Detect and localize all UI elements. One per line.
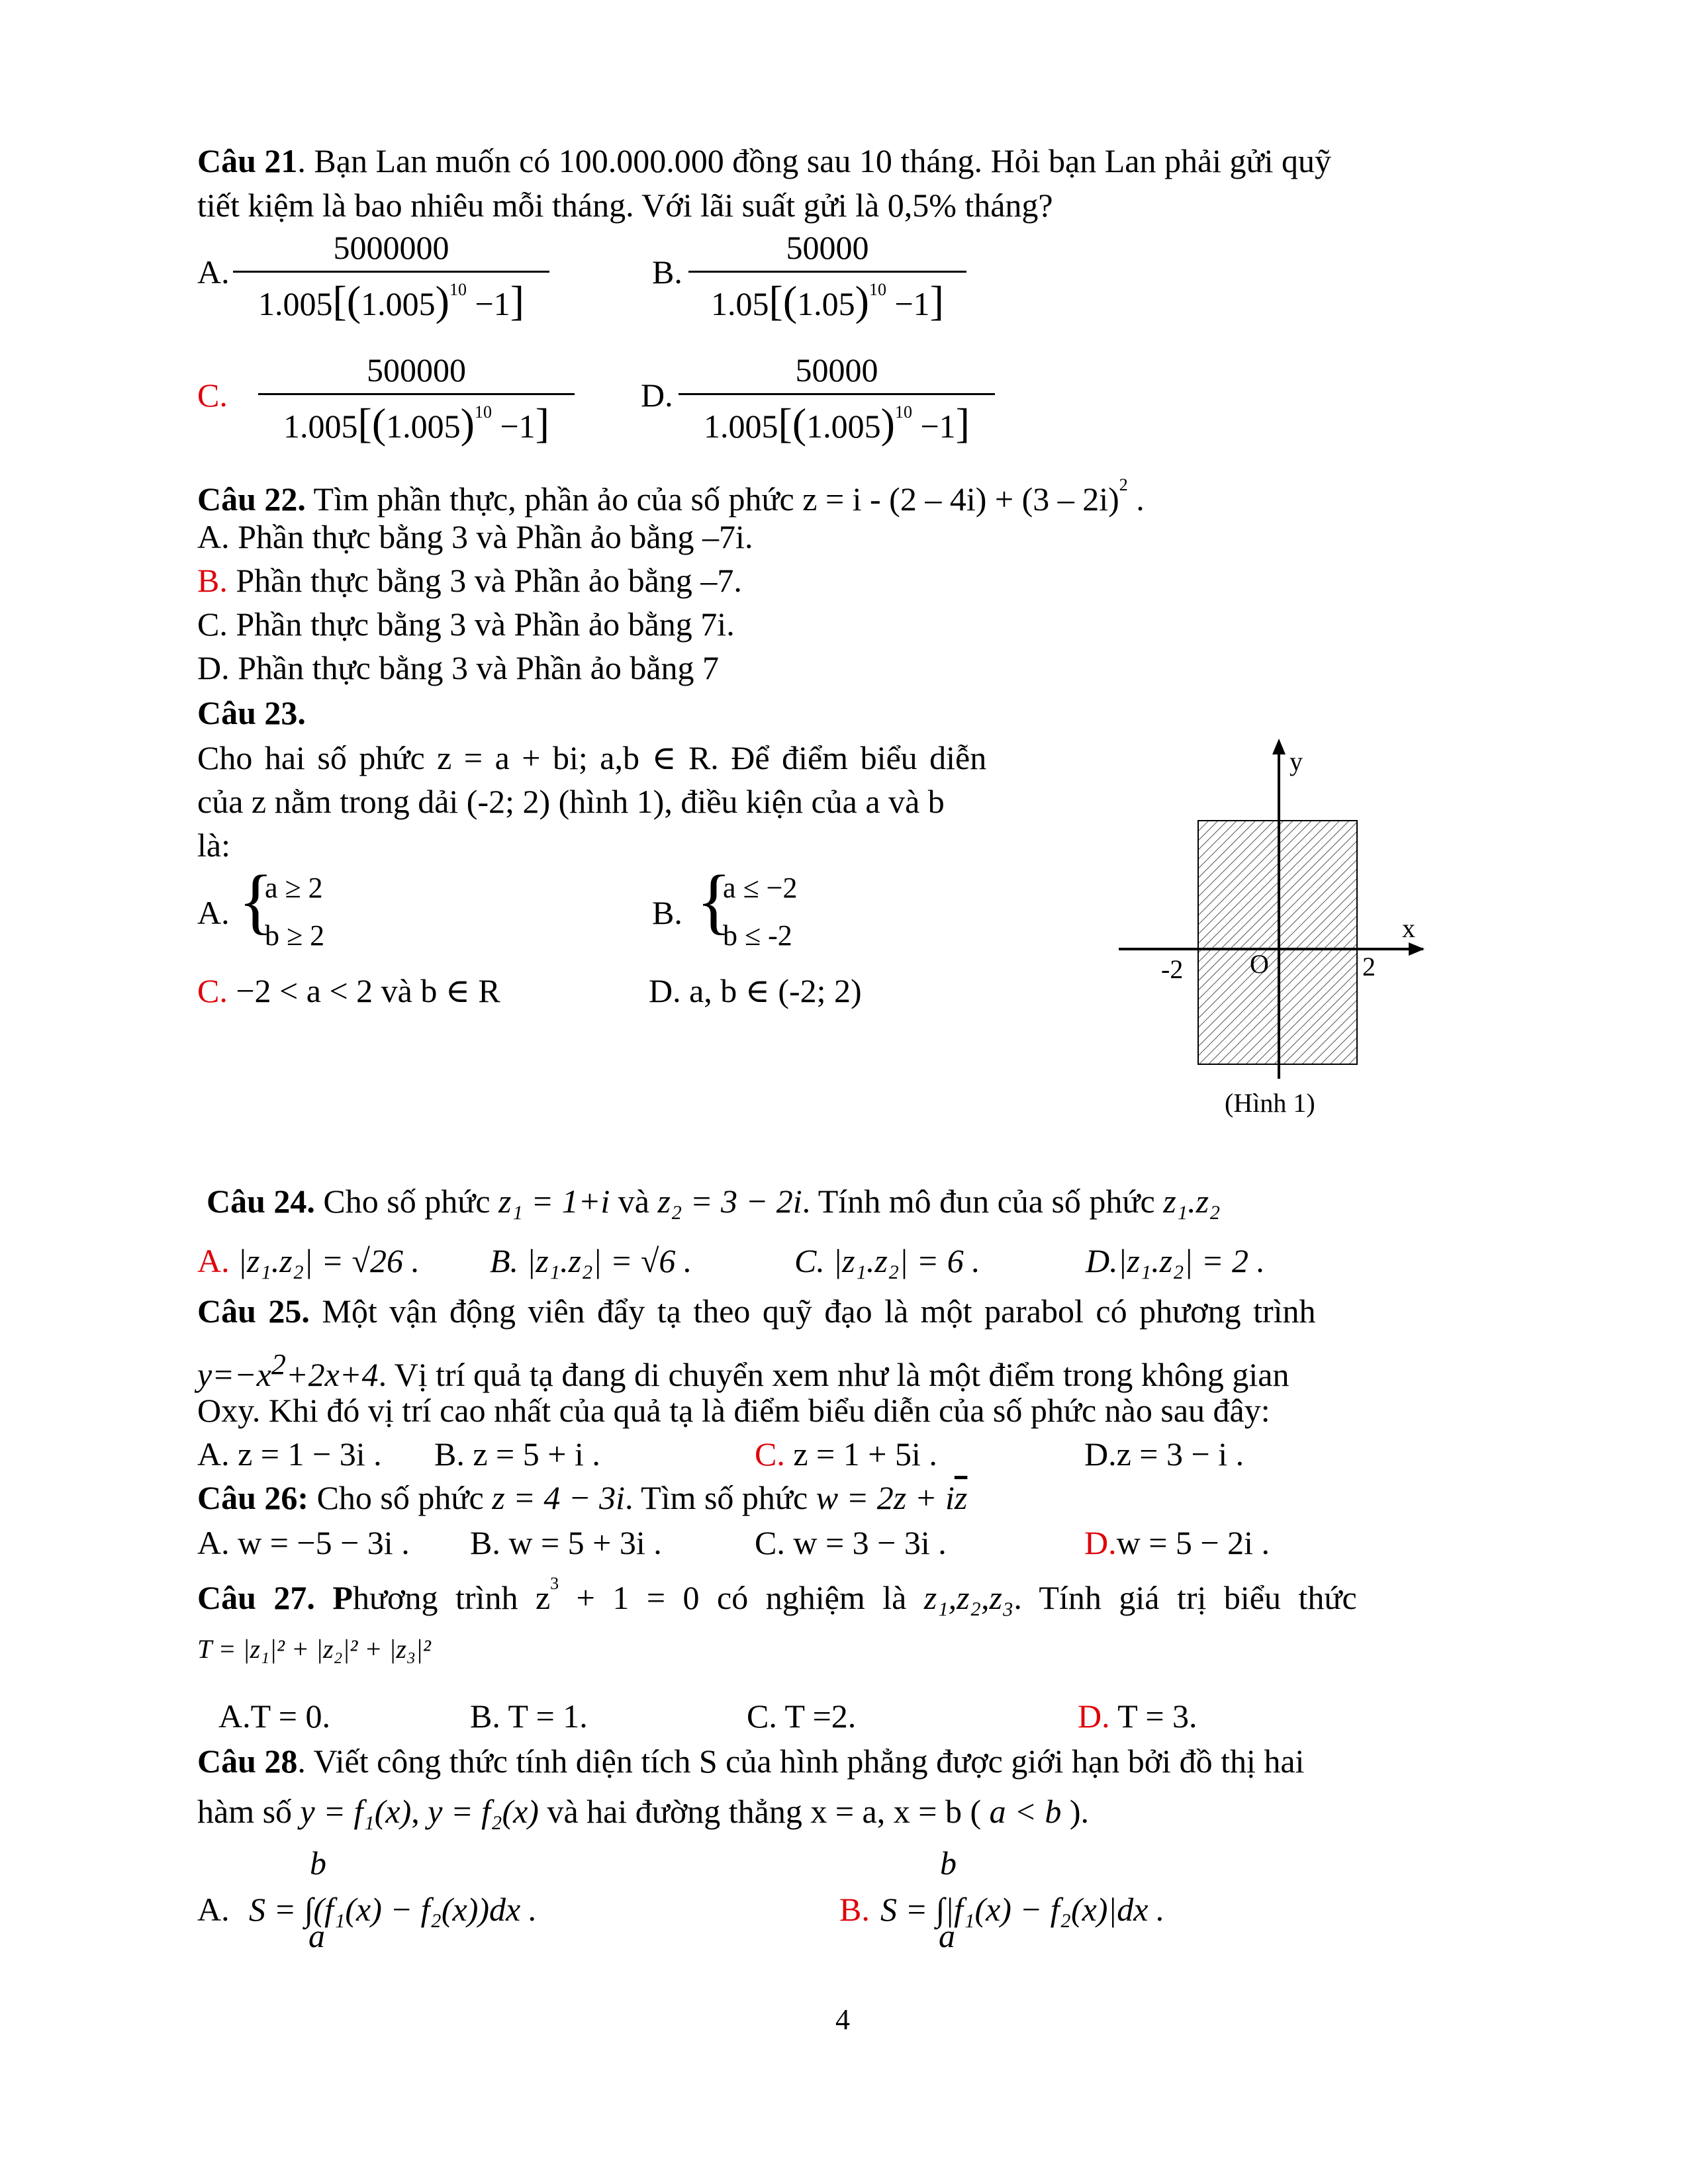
q28-option-b-lower: a [939, 1917, 955, 1954]
q23-figure-origin: O [1250, 949, 1269, 979]
q24-option-d: D.|z₁.z₂| = 2 . [1086, 1242, 1266, 1279]
q28-label: Câu 28 [197, 1743, 298, 1780]
q24-option-a: A. |z₁.z₂| = √26 . [197, 1242, 420, 1279]
q25-line2: $y=-x^2+2x+4$. Vị trí quả tạ đang di chuyển xem như là một điểm trong không gian [197, 1348, 1289, 1393]
q28-option-b-upper: b [940, 1844, 957, 1882]
q27-stem: Câu 27. Phương trình $z^3 + 1 = 0$ có nghiệm là z₁,z₂,z₃. Tính giá trị biểu thức [197, 1574, 1357, 1616]
q21-text1: . Bạn Lan muốn có 100.000.000 đồng sau 10 tháng. Hỏi bạn Lan phải gửi quỹ [297, 142, 1332, 179]
q23-figure-caption: (Hình 1) [1225, 1088, 1315, 1118]
q24-z1: z₁ = 1+i [498, 1183, 610, 1220]
q27-option-c: C. T =2. [747, 1698, 857, 1735]
q21-option-a-numerator: 5000000 [233, 228, 549, 273]
q27-option-b: B. T = 1. [470, 1698, 588, 1735]
q23-figure-left-tick: -2 [1161, 954, 1184, 984]
q23-option-a-row1: a ≥ 2 [265, 872, 323, 904]
q22-option-b: B. Phần thực bằng 3 và Phần ảo bằng –7. [197, 562, 742, 599]
q23-line3: là: [197, 827, 230, 864]
q23-option-a-letter: A. [197, 894, 230, 931]
q26-option-d-letter: D. [1084, 1524, 1117, 1561]
q23-label: Câu 23. [197, 694, 306, 731]
q25-equation: $y=-x^2+2x+4$ [197, 1348, 379, 1393]
q23-figure-x-arrow [1409, 942, 1425, 956]
q23-option-d: D. a, b ∈ (-2; 2) [649, 972, 862, 1009]
q24-product: z₁.z₂ [1163, 1183, 1221, 1220]
q21-option-a-fraction [233, 228, 549, 326]
q22-option-b-letter: B. [197, 562, 228, 599]
q21-option-a-letter: A. [197, 253, 230, 291]
q27-formula: T = |z₁|² + |z₂|² + |z₃|² [197, 1634, 431, 1664]
q23-option-c: C. −2 < a < 2 và b ∈ R [197, 972, 500, 1009]
q21-option-b-numerator: 50000 [688, 228, 966, 273]
q26-option-d: D.w = 5 − 2i . [1084, 1524, 1270, 1561]
q28-option-a-upper: b [310, 1844, 326, 1882]
q22-option-c: C. Phần thực bằng 3 và Phần ảo bằng 7i. [197, 606, 735, 643]
q23-option-b-brace: { [696, 860, 731, 941]
q23-figure-y-arrow [1272, 739, 1286, 754]
q23-figure-right-tick: 2 [1362, 952, 1376, 981]
q27-option-d: D. T = 3. [1078, 1698, 1197, 1735]
q23-line1: Cho hai số phức z = a + bi; a,b ∈ R. Để điểm biểu diễn [197, 739, 987, 776]
q28-option-a-formula: S = ∫(f₁(x) − f₂(x))dx . [249, 1891, 538, 1928]
q23-option-b-row2: b ≤ -2 [723, 919, 792, 952]
q25-line1: Câu 25. Một vận động viên đẩy tạ theo quỹ đạo là một parabol có phương trình [197, 1293, 1316, 1330]
q22-option-a: A. Phần thực bằng 3 và Phần ảo bằng –7i. [197, 518, 753, 555]
q28-line2: hàm số y = f₁(x), y = f₂(x) và hai đường thẳng x = a, x = b ( a < b ). [197, 1793, 1089, 1830]
q21-option-a-denominator: $1.005[(1.005)^{10} -1]$ [258, 277, 524, 324]
q28-line1: Câu 28. Viết công thức tính diện tích S của hình phẳng được giới hạn bởi đồ thị hai [197, 1743, 1305, 1780]
q28-option-a-letter: A. [197, 1891, 230, 1928]
q21-option-c-numerator: 500000 [258, 351, 575, 395]
q28-condition: a < b [989, 1793, 1062, 1830]
q28-option-b-formula: S = ∫|f₁(x) − f₂(x)|dx . [880, 1891, 1165, 1928]
q24-option-a-letter: A. [197, 1242, 230, 1279]
q21-line2: tiết kiệm là bao nhiêu mỗi tháng. Với lãi suất gửi là 0,5% tháng? [197, 187, 1053, 224]
q21-line1 [197, 144, 1331, 177]
q26-option-c: C. w = 3 − 3i . [755, 1524, 947, 1561]
q23-figure-y-label: y [1289, 747, 1303, 776]
q23-figure-x-label: x [1402, 913, 1415, 943]
q25-option-a: A. z = 1 − 3i . [197, 1435, 382, 1473]
q21-option-d-letter: D. [641, 377, 673, 414]
q21-option-b-fraction [688, 228, 966, 326]
q28-option-a-lower: a [308, 1917, 325, 1954]
q27-label: Câu 27. [197, 1579, 315, 1616]
q23-option-b-letter: B. [652, 894, 682, 931]
q25-option-b: B. z = 5 + i . [434, 1435, 600, 1473]
q21-option-d-numerator: 50000 [679, 351, 995, 395]
q21-option-c-denominator: $1.005[(1.005)^{10} -1]$ [283, 400, 549, 447]
q25-line3: Oxy. Khi đó vị trí cao nhất của quả tạ là điểm biểu diễn của số phức nào sau đây: [197, 1392, 1270, 1429]
q26-label: Câu 26: [197, 1479, 309, 1516]
q22-sup: 2 [1119, 475, 1128, 494]
q25-label: Câu 25. [197, 1293, 310, 1330]
q21-option-b-letter: B. [652, 253, 682, 291]
q24-label: Câu 24. [207, 1183, 315, 1220]
q28-f1: y = f₁(x) [300, 1793, 412, 1830]
q22-label: Câu 22. [197, 480, 306, 518]
q24-option-b: B. |z₁.z₂| = √6 . [490, 1242, 692, 1279]
q26-stem: Câu 26: Cho số phức z = 4 − 3i. Tìm số phức $w = 2z + i\overline{z}$ [197, 1479, 968, 1516]
q23-option-a-row2: b ≥ 2 [265, 919, 325, 952]
q26-zbar: $\overline{z}$ [954, 1479, 968, 1516]
q26-z: z = 4 − 3i [492, 1479, 626, 1516]
q25-option-c: C. z = 1 + 5i . [755, 1435, 937, 1473]
page-number: 4 [835, 2003, 850, 2036]
q21-option-c-letter: C. [197, 377, 228, 414]
q21-option-d-denominator: $1.005[(1.005)^{10} -1]$ [704, 400, 970, 447]
q26-w: w = 2z + i [816, 1479, 955, 1516]
q22-text: Tìm phần thực, phần ảo của số phức z = i - (2 – 4i) + (3 – 2i) [313, 480, 1119, 518]
q27-option-d-letter: D. [1078, 1698, 1110, 1735]
q21-label: Câu 21 [197, 142, 298, 179]
q23-option-c-letter: C. [197, 972, 228, 1009]
q24-stem: Câu 24. Cho số phức z₁ = 1+i và z₂ = 3 − 2i. Tính mô đun của số phức z₁.z₂ [207, 1183, 1221, 1220]
q26-option-a: A. w = −5 − 3i . [197, 1524, 410, 1561]
q23-option-b-row1: a ≤ −2 [723, 872, 798, 904]
q25-option-c-letter: C. [755, 1435, 785, 1473]
q21-option-b-denominator: $1.05[(1.05)^{10} -1]$ [711, 277, 944, 324]
q28-option-b-letter: B. [839, 1891, 870, 1928]
q21-option-d-fraction [679, 351, 995, 448]
q24-z2: z₂ = 3 − 2i [657, 1183, 802, 1220]
q22-stem: Câu 22. Tìm phần thực, phần ảo của số phức z = i - (2 – 4i) + (3 – 2i)$^2$ . [197, 475, 1145, 518]
q27-option-a: A.T = 0. [218, 1698, 330, 1735]
q23-figure [1086, 728, 1430, 1125]
q28-f2: y = f₂(x) [428, 1793, 539, 1830]
q21-option-c-fraction [258, 351, 575, 448]
q22-option-d: D. Phần thực bằng 3 và Phần ảo bằng 7 [197, 649, 720, 686]
q24-option-c: C. |z₁.z₂| = 6 . [794, 1242, 980, 1279]
q27-roots: z₁,z₂,z₃ [923, 1579, 1014, 1616]
q26-option-b: B. w = 5 + 3i . [470, 1524, 662, 1561]
q23-line2: của z nằm trong dải (-2; 2) (hình 1), điều kiện của a và b [197, 783, 945, 820]
q25-option-d: D.z = 3 − i . [1084, 1435, 1244, 1473]
q23-option-a-brace: { [238, 860, 273, 941]
